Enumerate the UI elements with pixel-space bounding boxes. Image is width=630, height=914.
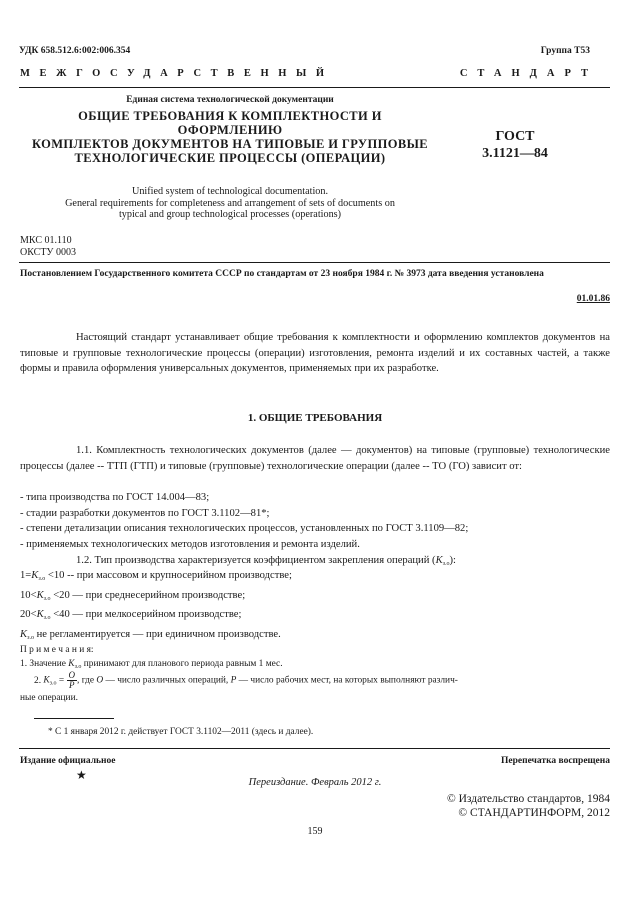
copyright [447,792,610,820]
k-symbol: K [435,555,443,566]
dependency-list [20,490,610,552]
k-symbol: K [68,659,75,669]
title-line-4: ТЕХНОЛОГИЧЕСКИЕ ПРОЦЕССЫ (ОПЕРАЦИИ) [74,151,386,165]
k-symbol: K [20,628,28,640]
official-edition: Издание официальное [20,756,116,766]
note-2-continuation: ные операции. [20,693,78,703]
list-item: - применяемых технологических методов изготовления и ремонта изделий. [20,538,360,550]
reprint-prohibited: Перепечатка воспрещена [500,756,610,766]
notes [20,643,610,674]
k-symbol: K [36,589,44,601]
header-interstate: МЕЖГОСУДАРСТВЕННЫЙ [20,68,334,79]
clause-1-1: 1.1. Комплектность технологических документов (далее — документов) на типовые (групповые) технологические процессы (далее -- ТТП (ГТП) и типовые (групповые) технологические операции (далее -- ТО (ГО) зависит от: [20,445,610,472]
codes-rule [19,262,610,263]
list-item: - типа производства по ГОСТ 14.004—83; [20,492,210,503]
title-block [20,95,440,165]
k-subscript: з.о [27,634,34,641]
system-title: Единая система технологической документации [126,95,334,105]
group-code: Группа Т53 [540,46,590,56]
k-subscript: з.о [74,664,82,670]
english-title-line-1: Unified system of technological documentation. [131,186,329,197]
okstu-code: ОКСТУ 0003 [20,246,77,258]
mks-code: МКС 01.110 [20,235,72,246]
english-title-line-3: typical and group technological processes (operations) [118,209,342,220]
note-2: 2. $K_{з.о}$ = $\frac{O}{P}$ , где O — число различных операций, P — число рабочих мест, на которых выполняют различ- [34,670,458,690]
gost-number: 3.1121—84 [482,146,548,161]
footnote-rule [34,718,114,719]
udk-code: УДК 658.512.6:002:006.354 [19,46,131,56]
title-line-2: ОФОРМЛЕНИЮ [177,123,283,137]
k-symbol: K [43,675,50,686]
gost-label: ГОСТ [495,129,535,144]
english-title-line-2: General requirements for completeness and arrangement of sets of documents on [65,197,395,209]
intro-paragraph: Настоящий стандарт устанавливает общие требования к комплектности и оформлению комплектов документов на типовые и групповые технологические процессы (операции) изготовления, ремонта изделий и их составных частей, а также формы и правила оформления универсальных документов, применяемых при их разработке. [20,332,610,375]
title-line-3: КОМПЛЕКТОВ ДОКУМЕНТОВ НА ТИПОВЫЕ И ГРУППОВЫЕ [31,137,429,151]
k-symbol: K [31,570,39,581]
k-subscript: з.о [43,615,51,622]
gost-designation [460,128,570,162]
range-row: $10<K_{з.о} <20$ — при среднесерийном производстве; [20,589,246,602]
fraction [67,671,78,690]
star-icon: ★ [76,768,87,782]
fraction-denominator: P [69,680,75,690]
footer-rule [19,748,610,749]
k-subscript: з.о [49,680,57,687]
k-subscript: з.о [43,595,51,602]
section-heading: 1. ОБЩИЕ ТРЕБОВАНИЯ [247,412,383,424]
clause-1-2-end: ): [449,555,457,566]
list-item: - степени детализации описания технологических процессов, установленных по ГОСТ 3.1109—82; [20,523,469,535]
decree-date: 01.01.86 [576,294,610,304]
footnote: * С 1 января 2012 г. действует ГОСТ 3.1102—2011 (здесь и далее). [48,727,314,737]
range-row: $1=K_{з.о} <10$ -- при массовом и крупносерийном производстве; [20,570,292,582]
title-line-1: ОБЩИЕ ТРЕБОВАНИЯ К КОМПЛЕКТНОСТИ И [78,109,382,123]
k-symbol: K [36,609,44,621]
copyright-2012: © СТАНДАРТИНФОРМ, 2012 [458,807,610,819]
note-1: 1. Значение $K_{з.о}$ принимают для планового периода равным 1 мес. [20,659,283,670]
header-rule [19,87,610,88]
header-standard: СТАНДАРТ [459,68,598,79]
list-item: - стадии разработки документов по ГОСТ 3.1102—81*; [20,507,270,519]
page-number: 159 [307,826,323,837]
k-subscript: з.о [442,561,450,567]
english-title [20,186,440,221]
copyright-1984: © Издательство стандартов, 1984 [446,793,610,805]
notes-heading: П р и м е ч а н и я: [20,645,94,655]
range-row: $K_{з.о}$ не регламентируется — при единичном производстве. [20,628,281,641]
k-subscript: з.о [38,576,46,582]
range-row: $20<K_{з.о} <40$ — при мелкосерийном производстве; [20,609,242,622]
clause-1-2-text: 1.2. Тип производства характеризуется коэффициентом закрепления операций ( [76,555,436,566]
reissue: Переиздание. Февраль 2012 г. [248,777,382,788]
coefficient-ranges [20,568,610,646]
fraction-numerator: O [68,670,75,680]
classification-codes [20,235,76,258]
decree-text: Постановлением Государственного комитета СССР по стандартам от 23 ноября 1984 г. № 3973 дата введения установлена [20,269,544,279]
